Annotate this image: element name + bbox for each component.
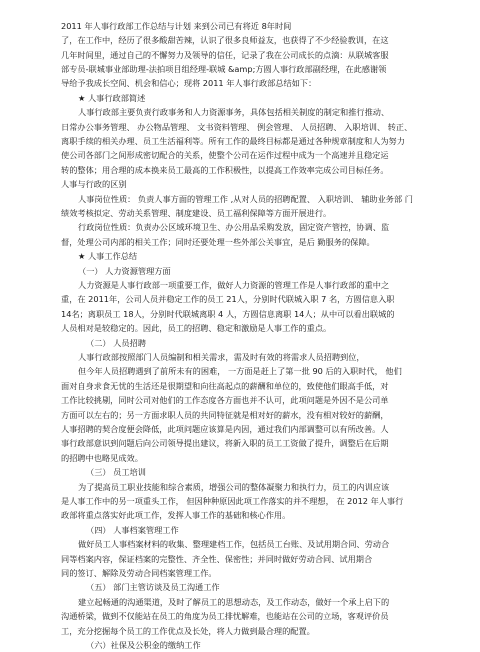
text-line: 行政岗位性质：负责办公区域环境卫生、办公用品采购发放，固定资产管控，协调、监 bbox=[78, 222, 390, 232]
text-line: 2011 年人事行政部工作总结与计划 来到公司已有将近 8年时间 bbox=[61, 21, 292, 31]
section-heading: （二） 人员招聘 bbox=[86, 338, 146, 348]
text-line: 使公司各部门之间形成密切配合的关系，使整个公司在运作过程中成为一个高速并且稳定运 bbox=[61, 150, 389, 160]
text-line: 几年时间里，通过自己的不懈努力及领导的信任，记录了我在公司成长的点滴：从联城客服 bbox=[61, 50, 389, 60]
text-line: 同的签订、解除及劳动合同档案管理工作。 bbox=[61, 568, 217, 578]
text-line: 人事招聘的契合度便会降低，此项问题应该算是内因，通过我们内部调整可以有所改善。人 bbox=[61, 424, 389, 434]
text-line: 离职手续的相关办理、员工生活福利等。所有工作的最终目标都是通过各种规章制度和人为努力 bbox=[61, 136, 405, 146]
text-line: 日常办公事务管理、 办公物品管理、 文书资料管理、 例会管理、 人员招聘、 入职培训、 转正、 bbox=[61, 122, 413, 132]
text-line: 人员相对是较稳定的。因此，员工的招聘、稳定和激励是人事工作的重点。 bbox=[61, 323, 332, 333]
text-line: 是人事工作中的另一项重头工作， 但因种种原因此项工作落实的并不理想， 在 2012 年人事行 bbox=[61, 496, 404, 506]
text-line: 人事岗位性质： 负责人事方面的管理工作 ,从对人员的招聘配置、 入职培训、 辅助业务部 门 bbox=[78, 194, 413, 204]
text-line: 为了提高员工职业技能和综合素质，增强公司的整体凝聚力和执行力，员工的内训应该 bbox=[78, 482, 390, 492]
text-line: 人事行政部按照部门人员编制和相关需求，需及时有效的将需求人员招聘到位， bbox=[78, 352, 365, 362]
text-line: 但今年人员招聘遇到了前所未有的困难， 一方面是赶上了第一批 90 后的入职时代， 他们 bbox=[78, 366, 402, 376]
section-heading: （五） 部门主管访谈及员工沟通工作 bbox=[86, 582, 220, 592]
text-line: 了，在工作中，经历了很多酸甜苦辣，认识了很多良师益友，也获得了不少经验教训，在这 bbox=[61, 35, 389, 45]
text-line: 沟通桥梁，做到不仅能站在员工的角度为员工排忧解难，也能站在公司的立场，客观评价员 bbox=[61, 611, 389, 621]
section-heading: （六）社保及公积金的缴纳工作 bbox=[86, 640, 201, 650]
section-heading: （一） 人力资源管理方面 bbox=[78, 266, 171, 276]
text-line: 同等档案内容，保证档案的完整性、齐全性、保密性；并同时做好劳动合同、试用期合 bbox=[61, 554, 373, 564]
text-line: 导给予我成长空间、机会和信心；现将 2011 年人事行政部总结如下： bbox=[61, 78, 317, 88]
text-line: 人力资源是人事行政部一项重要工作，做好人力资源的管理工作是人事行政部的重中之 bbox=[78, 280, 390, 290]
text-line: 人事行政部主要负责行政事务和人力资源事务，具体包括相关制度的制定和推行推动、 bbox=[78, 107, 390, 117]
text-line: 事行政部意识到问题后向公司领导提出建议，将新入职的员工工资做了提升，调整后在后期 bbox=[61, 438, 389, 448]
text-line: 工，充分挖掘每个员工的工作优点及长处，将人力做到最合理的配置。 bbox=[61, 626, 315, 636]
text-line: 政部将重点落实好此项工作，发挥人事工作的基础和核心作用。 bbox=[61, 510, 291, 520]
text-line: 重，在 2011年，公司人员并稳定工作的员工 21人，分别时代联城入职 7 名，方圆信息入职 bbox=[61, 294, 395, 304]
section-heading: （四） 人事档案管理工作 bbox=[86, 525, 179, 535]
section-heading: ★ 人事行政部简述 bbox=[78, 93, 146, 103]
text-line: 督，处理公司内部的相关工作；同时还要处理一些外部公关事宜，是后 勤服务的保障。 bbox=[61, 237, 375, 247]
section-heading: ★ 人事工作总结 bbox=[78, 251, 138, 261]
text-line: 部专员-联城事业部助理-法拍项目组经理-联城 &amp;方圆人事行政部副经理，在此感谢领 bbox=[61, 64, 387, 74]
text-line: 的招聘中也略见成效。 bbox=[61, 453, 143, 463]
text-line: 绩效考核拟定、劳动关系管理、制度建设、员工福利保障等方面开展进行。 bbox=[61, 208, 332, 218]
section-heading: （三） 员工培训 bbox=[86, 467, 146, 477]
text-line: 面对自身求食无忧的生活还是很期望和向往高起点的薪酬和单位的，致使他们眼高手低，对 bbox=[61, 381, 389, 391]
text-line: 建立起畅通的沟通渠道，及时了解员工的思想动态，及工作动态，做好一个承上启下的 bbox=[78, 597, 390, 607]
section-heading: 人事与行政的区别 bbox=[61, 179, 127, 189]
text-line: 转的整体；用合理的成本换来员工最高的工作积极性，以提高工作效率完成公司目标任务。 bbox=[61, 165, 389, 175]
text-line: 工作比较挑剔，同时公司对他们的工作态度各方面也并不认可，此项问题是外因不是公司单 bbox=[61, 395, 389, 405]
text-line: 14名；离职员工 18人，分别时代联城离职 4 人，方圆信息离职 14人；从中可以看出联城的 bbox=[61, 309, 395, 319]
text-line: 方面可以左右的；另一方面求职人员的共同特征就是相对好的薪水，没有相对较好的薪酬， bbox=[61, 410, 389, 420]
text-line: 做好员工人事档案材料的收集、整理建档工作，包括员工台账、及试用期合同、劳动合 bbox=[78, 539, 390, 549]
